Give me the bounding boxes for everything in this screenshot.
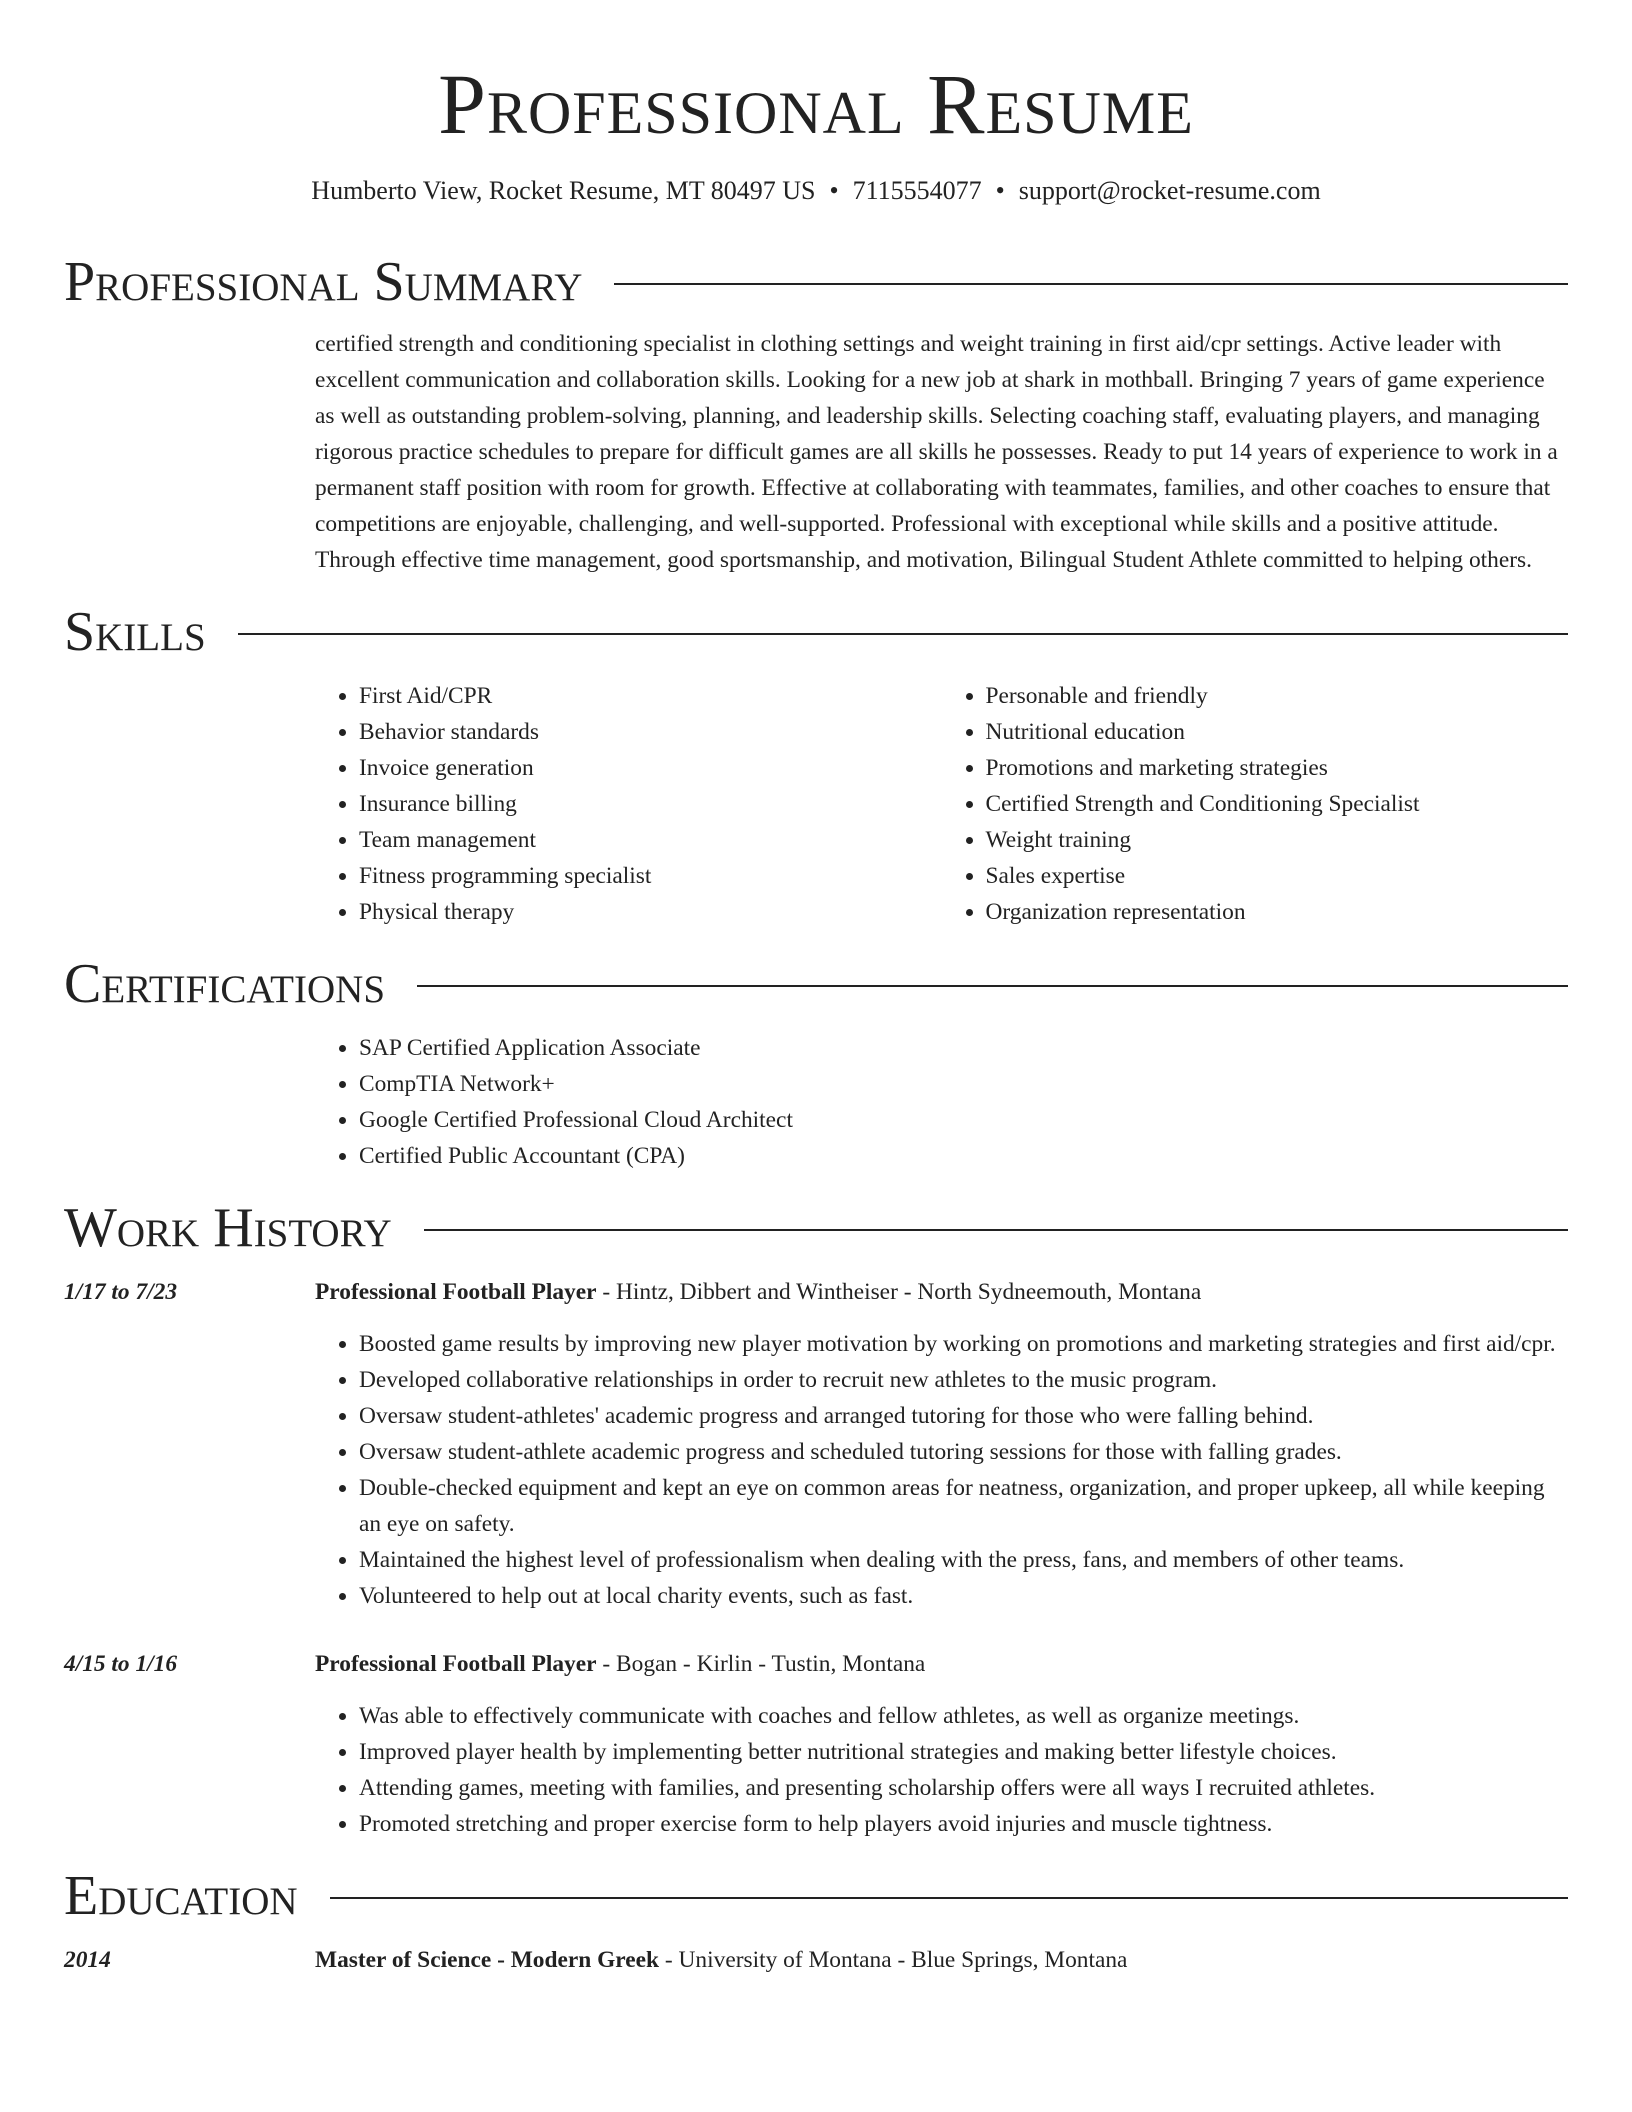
contact-separator: • bbox=[829, 176, 839, 205]
job-entry bbox=[64, 1274, 1568, 1614]
section-divider bbox=[424, 1229, 1568, 1231]
job-role: Professional Football Player bbox=[315, 1279, 597, 1305]
education-heading: Education bbox=[64, 1865, 298, 1927]
job-bullet: • Promoted stretching and proper exercise form to help players avoid injuries and muscle tightness. bbox=[359, 1806, 1568, 1842]
job-details: - Bogan - Kirlin - Tustin, Montana bbox=[596, 1651, 926, 1677]
job-bullet: • Oversaw student-athlete academic progress and scheduled tutoring sessions for those with falling grades. bbox=[359, 1434, 1568, 1470]
skills-list-right bbox=[942, 678, 1569, 930]
resume-title: Professional Resume bbox=[438, 56, 1194, 152]
summary-section-header bbox=[64, 250, 1568, 314]
certification-item: • Google Certified Professional Cloud Architect bbox=[359, 1102, 1568, 1138]
summary-heading: Professional Summary bbox=[64, 251, 583, 313]
skills-section-header bbox=[64, 600, 1568, 664]
skill-item: • Fitness programming specialist bbox=[359, 858, 942, 894]
certifications-list bbox=[315, 1030, 1568, 1174]
job-title-line bbox=[315, 1646, 1568, 1682]
skill-item: • Weight training bbox=[986, 822, 1569, 858]
certifications-heading: Certifications bbox=[64, 953, 386, 1015]
section-divider bbox=[330, 1897, 1568, 1899]
skill-item: • Team management bbox=[359, 822, 942, 858]
skill-item: • Insurance billing bbox=[359, 786, 942, 822]
certification-item: • Certified Public Accountant (CPA) bbox=[359, 1138, 1568, 1174]
contact-address: Humberto View, Rocket Resume, MT 80497 US bbox=[311, 176, 816, 205]
skill-item: • Promotions and marketing strategies bbox=[986, 750, 1569, 786]
contact-separator: • bbox=[995, 176, 1005, 205]
skill-item: • Invoice generation bbox=[359, 750, 942, 786]
job-bullet: • Double-checked equipment and kept an eye on common areas for neatness, organization, and proper upkeep, all while keeping an eye on safety. bbox=[359, 1470, 1568, 1542]
certifications-section-header bbox=[64, 952, 1568, 1016]
section-divider bbox=[614, 283, 1568, 285]
work-section-header bbox=[64, 1196, 1568, 1260]
job-bullet: • Developed collaborative relationships in order to recruit new athletes to the music program. bbox=[359, 1362, 1568, 1398]
education-details: - University of Montana - Blue Springs, Montana bbox=[659, 1947, 1128, 1973]
work-heading: Work History bbox=[64, 1197, 392, 1259]
job-bullet: • Volunteered to help out at local charity events, such as fast. bbox=[359, 1578, 1568, 1614]
skill-item: • Sales expertise bbox=[986, 858, 1569, 894]
skill-item: • Personable and friendly bbox=[986, 678, 1569, 714]
job-info bbox=[315, 1646, 1568, 1842]
skill-item: • First Aid/CPR bbox=[359, 678, 942, 714]
education-year: 2014 bbox=[64, 1947, 111, 1973]
education-info bbox=[315, 1942, 1568, 1978]
job-bullet: • Improved player health by implementing better nutritional strategies and making better lifestyle choices. bbox=[359, 1734, 1568, 1770]
job-dates: 1/17 to 7/23 bbox=[64, 1279, 178, 1305]
contact-email: support@rocket-resume.com bbox=[1018, 176, 1321, 205]
skill-item: • Nutritional education bbox=[986, 714, 1569, 750]
job-info bbox=[315, 1274, 1568, 1614]
job-bullet: • Oversaw student-athletes' academic progress and arranged tutoring for those who were falling behind. bbox=[359, 1398, 1568, 1434]
job-bullet: • Maintained the highest level of professionalism when dealing with the press, fans, and members of other teams. bbox=[359, 1542, 1568, 1578]
job-role: Professional Football Player bbox=[315, 1651, 597, 1677]
job-bullet: • Was able to effectively communicate with coaches and fellow athletes, as well as organize meetings. bbox=[359, 1698, 1568, 1734]
job-details: - Hintz, Dibbert and Wintheiser - North Sydneemouth, Montana bbox=[596, 1279, 1202, 1305]
contact-phone: 7115554077 bbox=[852, 176, 982, 205]
skill-item: • Organization representation bbox=[986, 894, 1569, 930]
skills-list-left bbox=[315, 678, 942, 930]
skill-item: • Behavior standards bbox=[359, 714, 942, 750]
education-degree: Master of Science - Modern Greek bbox=[315, 1947, 660, 1973]
job-bullets bbox=[315, 1326, 1568, 1614]
job-bullet: • Boosted game results by improving new player motivation by working on promotions and marketing strategies and first aid/cpr. bbox=[359, 1326, 1568, 1362]
summary-body bbox=[315, 326, 1568, 578]
certification-item: • SAP Certified Application Associate bbox=[359, 1030, 1568, 1066]
skills-grid bbox=[315, 678, 1568, 930]
skill-item: • Certified Strength and Conditioning Specialist bbox=[986, 786, 1569, 822]
skills-heading: Skills bbox=[64, 601, 206, 663]
job-bullet: • Attending games, meeting with families, and presenting scholarship offers were all ways I recruited athletes. bbox=[359, 1770, 1568, 1806]
job-entry bbox=[64, 1646, 1568, 1842]
education-section-header bbox=[64, 1864, 1568, 1928]
job-bullets bbox=[315, 1698, 1568, 1842]
job-title-line bbox=[315, 1274, 1568, 1310]
section-divider bbox=[238, 633, 1568, 635]
certification-item: • CompTIA Network+ bbox=[359, 1066, 1568, 1102]
summary-text: certified strength and conditioning specialist in clothing settings and weight training in first aid/cpr settings. Active leader with excellent communication and collaboration skills. Looking for a new job at shark in mothball. Bringing 7 years of game experience as well as outstanding problem-solving, planning, and leadership skills. Selecting coaching staff, evaluating players, and managing rigorous practice schedules to prepare for difficult games are all skills he possesses. Ready to put 14 years of experience to work in a permanent staff position with room for growth. Effective at collaborating with teammates, families, and other coaches to ensure that competitions are enjoyable, challenging, and well-supported. Professional with exceptional while skills and a positive attitude. Through effective time management, good sportsmanship, and motivation, Bilingual Student Athlete committed to helping others. bbox=[315, 331, 1558, 573]
education-entry bbox=[64, 1942, 1568, 1978]
job-dates: 4/15 to 1/16 bbox=[64, 1651, 178, 1677]
skill-item: • Physical therapy bbox=[359, 894, 942, 930]
contact-line bbox=[64, 174, 1568, 208]
section-divider bbox=[417, 985, 1568, 987]
certifications-body bbox=[315, 1030, 1568, 1174]
